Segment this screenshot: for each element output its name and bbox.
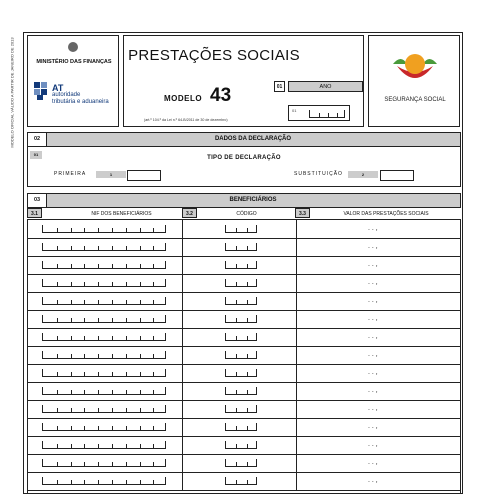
nif-input[interactable] <box>42 405 166 413</box>
valor-input[interactable]: . . , <box>368 441 378 448</box>
table-row <box>28 418 460 437</box>
codigo-input[interactable] <box>225 243 257 251</box>
section-03-header <box>27 193 461 208</box>
section-03-title: BENEFICIÁRIOS <box>229 197 277 203</box>
year-field-number: 01 <box>274 81 285 92</box>
valor-input[interactable]: . . , <box>368 279 378 286</box>
nif-input[interactable] <box>42 423 166 431</box>
codigo-input[interactable] <box>225 405 257 413</box>
section-02-header <box>27 132 461 147</box>
social-security-box <box>368 35 460 127</box>
codigo-input[interactable] <box>225 279 257 287</box>
nif-input[interactable] <box>42 279 166 287</box>
side-margin-text: MODELO OFICIAL VÁLIDO A PARTIR DE JANEIRO DE 2013 <box>9 37 15 148</box>
social-security-label: SEGURANÇA SOCIAL <box>384 97 446 103</box>
year-field-label: ANO <box>288 81 363 92</box>
coat-of-arms-icon <box>68 42 78 52</box>
valor-input[interactable]: . . , <box>368 261 378 268</box>
table-row <box>28 274 460 293</box>
codigo-input[interactable] <box>225 315 257 323</box>
nif-input[interactable] <box>42 441 166 449</box>
declaration-type-area <box>27 147 461 187</box>
table-row <box>28 220 460 239</box>
valor-input[interactable]: . . , <box>368 243 378 250</box>
nif-input[interactable] <box>42 477 166 485</box>
column-3-3-number: 3.3 <box>295 208 310 218</box>
year-input-subnum: 01 <box>292 108 297 113</box>
column-codigo-header: CÓDIGO <box>236 211 257 217</box>
beneficiaries-table <box>27 219 461 494</box>
valor-input[interactable]: . . , <box>368 225 378 232</box>
table-row <box>28 292 460 311</box>
nif-input[interactable] <box>42 351 166 359</box>
table-row <box>28 256 460 275</box>
declaration-type-subnum: 01 <box>30 151 42 159</box>
nif-input[interactable] <box>42 225 166 233</box>
section-02-title: DADOS DA DECLARAÇÃO <box>214 136 292 142</box>
legal-reference: (art.º 104.º da Lei n.º 64-B/2011 de 30 de dezembro) <box>144 118 228 122</box>
table-row <box>28 454 460 473</box>
codigo-input[interactable] <box>225 477 257 485</box>
valor-input[interactable]: . . , <box>368 315 378 322</box>
option-substituicao-number: 2 <box>348 171 378 178</box>
codigo-input[interactable] <box>225 351 257 359</box>
option-primeira-label: PRIMEIRA <box>54 171 87 177</box>
model-label: MODELO <box>164 94 203 103</box>
at-logo-line3: tributária e aduaneira <box>52 99 109 105</box>
valor-input[interactable]: . . , <box>368 297 378 304</box>
nif-input[interactable] <box>42 261 166 269</box>
at-logo-icon <box>34 82 48 100</box>
social-security-logo-icon <box>389 50 441 90</box>
codigo-input[interactable] <box>225 387 257 395</box>
table-row <box>28 364 460 383</box>
column-valor-header: VALOR DAS PRESTAÇÕES SOCIAIS <box>343 211 429 217</box>
model-number: 43 <box>210 85 232 106</box>
ministry-name: MINISTÉRIO DAS FINANÇAS <box>36 59 112 65</box>
option-substituicao-label: SUBSTITUIÇÃO <box>294 171 343 177</box>
table-row <box>28 328 460 347</box>
ministry-box <box>27 35 119 127</box>
year-field-group <box>274 81 363 127</box>
at-logo-text: AT <box>52 83 64 93</box>
codigo-input[interactable] <box>225 225 257 233</box>
codigo-input[interactable] <box>225 297 257 305</box>
codigo-input[interactable] <box>225 261 257 269</box>
valor-input[interactable]: . . , <box>368 423 378 430</box>
table-row <box>28 346 460 365</box>
valor-input[interactable]: . . , <box>368 369 378 376</box>
nif-input[interactable] <box>42 243 166 251</box>
table-row <box>28 238 460 257</box>
valor-input[interactable]: . . , <box>368 387 378 394</box>
table-row <box>28 472 460 491</box>
nif-input[interactable] <box>42 315 166 323</box>
nif-input[interactable] <box>42 459 166 467</box>
valor-input[interactable]: . . , <box>368 459 378 466</box>
column-3-1-number: 3.1 <box>27 208 42 218</box>
valor-input[interactable]: . . , <box>368 405 378 412</box>
nif-input[interactable] <box>42 297 166 305</box>
nif-input[interactable] <box>42 387 166 395</box>
table-row <box>28 382 460 401</box>
year-input[interactable] <box>288 105 350 121</box>
codigo-input[interactable] <box>225 333 257 341</box>
valor-input[interactable]: . . , <box>368 351 378 358</box>
codigo-input[interactable] <box>225 369 257 377</box>
codigo-input[interactable] <box>225 441 257 449</box>
table-row <box>28 400 460 419</box>
declaration-type-title: TIPO DE DECLARAÇÃO <box>207 155 281 161</box>
section-02-number: 02 <box>28 133 47 146</box>
valor-input[interactable]: . . , <box>368 477 378 484</box>
option-primeira-checkbox[interactable] <box>127 170 161 181</box>
column-nif-header: NIF DOS BENEFICIÁRIOS <box>91 211 152 217</box>
section-03-number: 03 <box>28 194 47 207</box>
option-primeira-number: 1 <box>96 171 126 178</box>
table-row <box>28 310 460 329</box>
at-logo-line2: autoridade <box>52 92 81 98</box>
nif-input[interactable] <box>42 369 166 377</box>
option-substituicao-checkbox[interactable] <box>380 170 414 181</box>
codigo-input[interactable] <box>225 459 257 467</box>
form-frame <box>23 32 463 494</box>
table-row <box>28 436 460 455</box>
column-3-2-number: 3.2 <box>182 208 197 218</box>
codigo-input[interactable] <box>225 423 257 431</box>
form-title: PRESTAÇÕES SOCIAIS <box>128 47 300 64</box>
nif-input[interactable] <box>42 333 166 341</box>
valor-input[interactable]: . . , <box>368 333 378 340</box>
